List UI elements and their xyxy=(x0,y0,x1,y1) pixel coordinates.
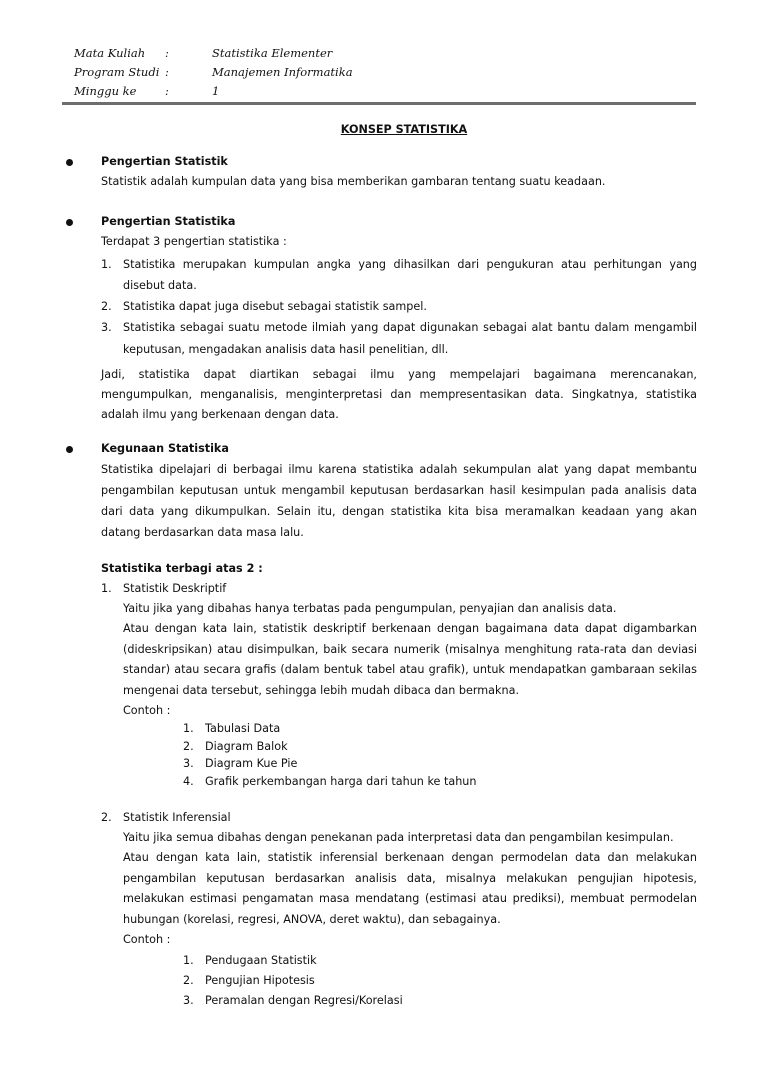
header-sep: : xyxy=(165,46,169,60)
type-inferential xyxy=(101,808,697,1011)
list-number: 3. xyxy=(101,321,112,334)
example-number: 3. xyxy=(183,994,194,1007)
example-text: Pengujian Hipotesis xyxy=(205,974,315,987)
header-value: 1 xyxy=(212,84,220,98)
list-number: 1. xyxy=(101,582,112,595)
type-label: Statistik Deskriptif xyxy=(123,582,227,595)
example-label: Contoh : xyxy=(123,704,171,717)
list-item xyxy=(101,254,697,296)
type-description: Atau dengan kata lain, statistik deskriptif berkenaan dengan bagaimana data dapat digambarkan (dideskripsikan) atau disimpulkan, baik secara numerik (misalnya menghitung rata-rata dan deviasi standar) atau secara grafis (dalam bentuk tabel atau grafik), untuk mendapatkan gambaraan sekilas mengenai data tersebut, sehingga lebih mudah dibaca dan bermakna. xyxy=(123,622,697,697)
conclusion-text: Jadi, statistika dapat diartikan sebagai ilmu yang mempelajari bagaimana merencanakan, mengumpulkan, menganalisis, menginterpretasi dan mempresentasikan data. Singkatnya, statistika adalah ilmu yang berkenaan dengan data. xyxy=(101,368,697,421)
example-number: 2. xyxy=(183,739,194,753)
type-label: Statistik Inferensial xyxy=(123,811,231,824)
header-divider xyxy=(62,102,696,105)
example-list xyxy=(123,951,697,1011)
example-item xyxy=(183,971,697,991)
example-number: 3. xyxy=(183,757,194,770)
type-description: Atau dengan kata lain, statistik inferensial berkenaan dengan permodelan data dan melakukan pengambilan keputusan berdasarkan analisis data, misalnya melakukan pengujian hipotesis, melakukan estimasi pengamatan masa mendatang (estimasi atau prediksi), membuat permodelan hubungan (korelasi, regresi, ANOVA, deret waktu), dan sebagainya. xyxy=(123,851,697,926)
section-text: Statistika dipelajari di berbagai ilmu karena statistika adalah sekumpulan alat yang dapat membantu pengambilan keputusan untuk mengambil keputusan berdasarkan hasil kesimpulan pada analisis data dari data yang dikumpulkan. Selain itu, dengan statistika kita bisa meramalkan keadaan yang akan datang berdasarkan data masa lalu. xyxy=(101,463,697,539)
bullet-icon xyxy=(66,219,73,226)
example-list xyxy=(123,720,697,790)
example-text: Tabulasi Data xyxy=(205,722,281,735)
header-key: Program Studi xyxy=(74,65,160,79)
definition-list xyxy=(101,254,697,361)
header-value: Manajemen Informatika xyxy=(212,65,353,79)
type-definition: Yaitu jika yang dibahas hanya terbatas pada pengumpulan, penyajian dan analisis data. xyxy=(123,602,617,615)
example-number: 1. xyxy=(183,722,194,735)
section-heading: Pengertian Statistika xyxy=(101,215,236,228)
list-item xyxy=(101,317,697,361)
example-item xyxy=(183,773,697,791)
section-text: Statistik adalah kumpulan data yang bisa memberikan gambaran tentang suatu keadaan. xyxy=(101,175,606,188)
list-text: Statistika merupakan kumpulan angka yang dihasilkan dari pengukuran atau perhitungan yang disebut data. xyxy=(123,258,697,292)
subsection-heading: Statistika terbagi atas 2 : xyxy=(101,562,263,575)
header-key: Minggu ke xyxy=(74,84,137,98)
example-number: 1. xyxy=(183,954,194,967)
example-number: 2. xyxy=(183,974,194,987)
statistics-types xyxy=(101,559,697,1011)
example-label: Contoh : xyxy=(123,933,171,946)
example-item xyxy=(183,738,697,756)
header-key: Mata Kuliah xyxy=(74,46,146,60)
bullet-icon xyxy=(66,159,73,166)
list-text: Statistika sebagai suatu metode ilmiah yang dapat digunakan sebagai alat bantu dalam mengambil keputusan, mengadakan analisis data hasil penelitian, dll. xyxy=(123,321,697,356)
header-value: Statistika Elementer xyxy=(212,46,333,60)
example-item xyxy=(183,951,697,971)
example-text: Grafik perkembangan harga dari tahun ke tahun xyxy=(205,774,477,788)
section-heading: Kegunaan Statistika xyxy=(101,442,229,455)
section-conclusion xyxy=(101,365,697,425)
section-pengertian-statistika xyxy=(101,212,697,252)
list-text: Statistika dapat juga disebut sebagai statistik sampel. xyxy=(123,300,427,313)
page-title xyxy=(0,123,768,136)
section-pengertian-statistik xyxy=(101,152,697,192)
type-descriptive xyxy=(101,579,697,790)
example-text: Diagram Balok xyxy=(205,739,288,753)
header-sep: : xyxy=(165,65,169,79)
example-text: Pendugaan Statistik xyxy=(205,954,317,967)
section-kegunaan-statistika xyxy=(101,439,697,543)
bullet-icon xyxy=(66,446,73,453)
page-title-text: KONSEP STATISTIKA xyxy=(340,123,468,136)
example-number: 4. xyxy=(183,774,194,788)
example-text: Peramalan dengan Regresi/Korelasi xyxy=(205,994,403,1007)
example-text: Diagram Kue Pie xyxy=(205,757,298,770)
list-number: 2. xyxy=(101,811,112,824)
type-definition: Yaitu jika semua dibahas dengan penekanan pada interpretasi data dan pengambilan kesimpulan. xyxy=(123,831,674,844)
section-heading: Pengertian Statistik xyxy=(101,155,228,168)
example-item xyxy=(183,720,697,738)
header-sep: : xyxy=(165,84,169,98)
example-item xyxy=(183,991,697,1011)
list-item xyxy=(101,296,697,317)
list-number: 2. xyxy=(101,300,112,313)
section-intro: Terdapat 3 pengertian statistika : xyxy=(101,235,287,248)
example-item xyxy=(183,755,697,773)
list-number: 1. xyxy=(101,258,112,271)
